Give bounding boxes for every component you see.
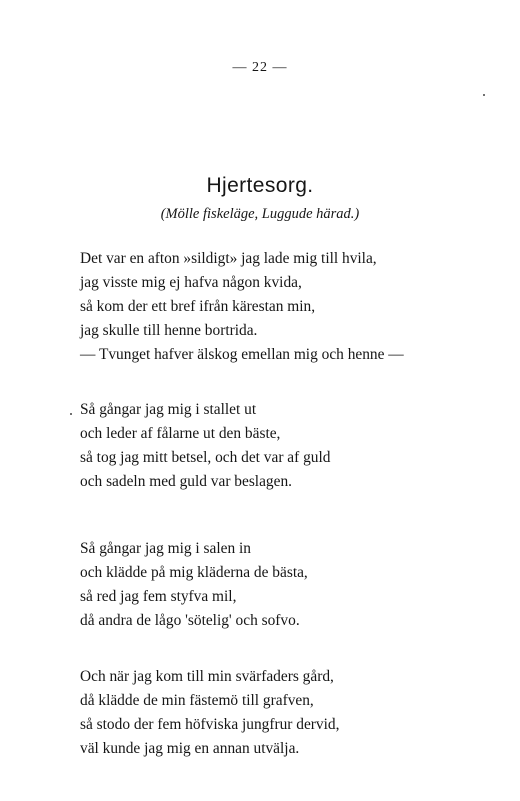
poem-line: Så gångar jag mig i stallet ut [80,401,257,418]
poem-line: då klädde de min fästemö till grafven, [80,692,314,709]
poem-line: Så gångar jag mig i salen in [80,540,251,557]
poem-line: jag visste mig ej hafva någon kvida, [80,274,302,291]
poem-line: så stodo der fem höfviska jungfrur dervid, [80,716,340,733]
poem-line: så red jag fem styfva mil, [80,588,237,605]
poem-subtitle: (Mölle fiskeläge, Luggude härad.) [160,206,360,222]
stanza-1 [80,247,500,367]
poem-line: och sadeln med guld var beslagen. [80,473,292,490]
poem-line: och klädde på mig kläderna de bästa, [80,564,308,581]
poem-line: Det var en afton »sildigt» jag lade mig till hvila, [80,250,377,267]
stanza-3 [80,537,500,633]
poem-line: så kom der ett bref ifrån kärestan min, [80,298,316,315]
poem-line: jag skulle till henne bortrida. [80,322,258,339]
stanza-2 [80,398,500,494]
stanza-4 [80,665,500,761]
page-number: — 22 — [232,60,288,75]
poem-line: väl kunde jag mig en annan utvälja. [80,740,300,757]
poem-title: Hjertesorg. [206,174,314,197]
print-speck [70,413,72,415]
poem-line: och leder af fålarne ut den bäste, [80,425,281,442]
poem-line: Och när jag kom till min svärfaders gård, [80,668,334,685]
print-speck [483,94,485,96]
poem-refrain-line: — Tvunget hafver älskog emellan mig och henne — [80,346,404,363]
poem-line: så tog jag mitt betsel, och det var af guld [80,449,331,466]
poem-line: då andra de lågo 'sötelig' och sofvo. [80,612,300,629]
